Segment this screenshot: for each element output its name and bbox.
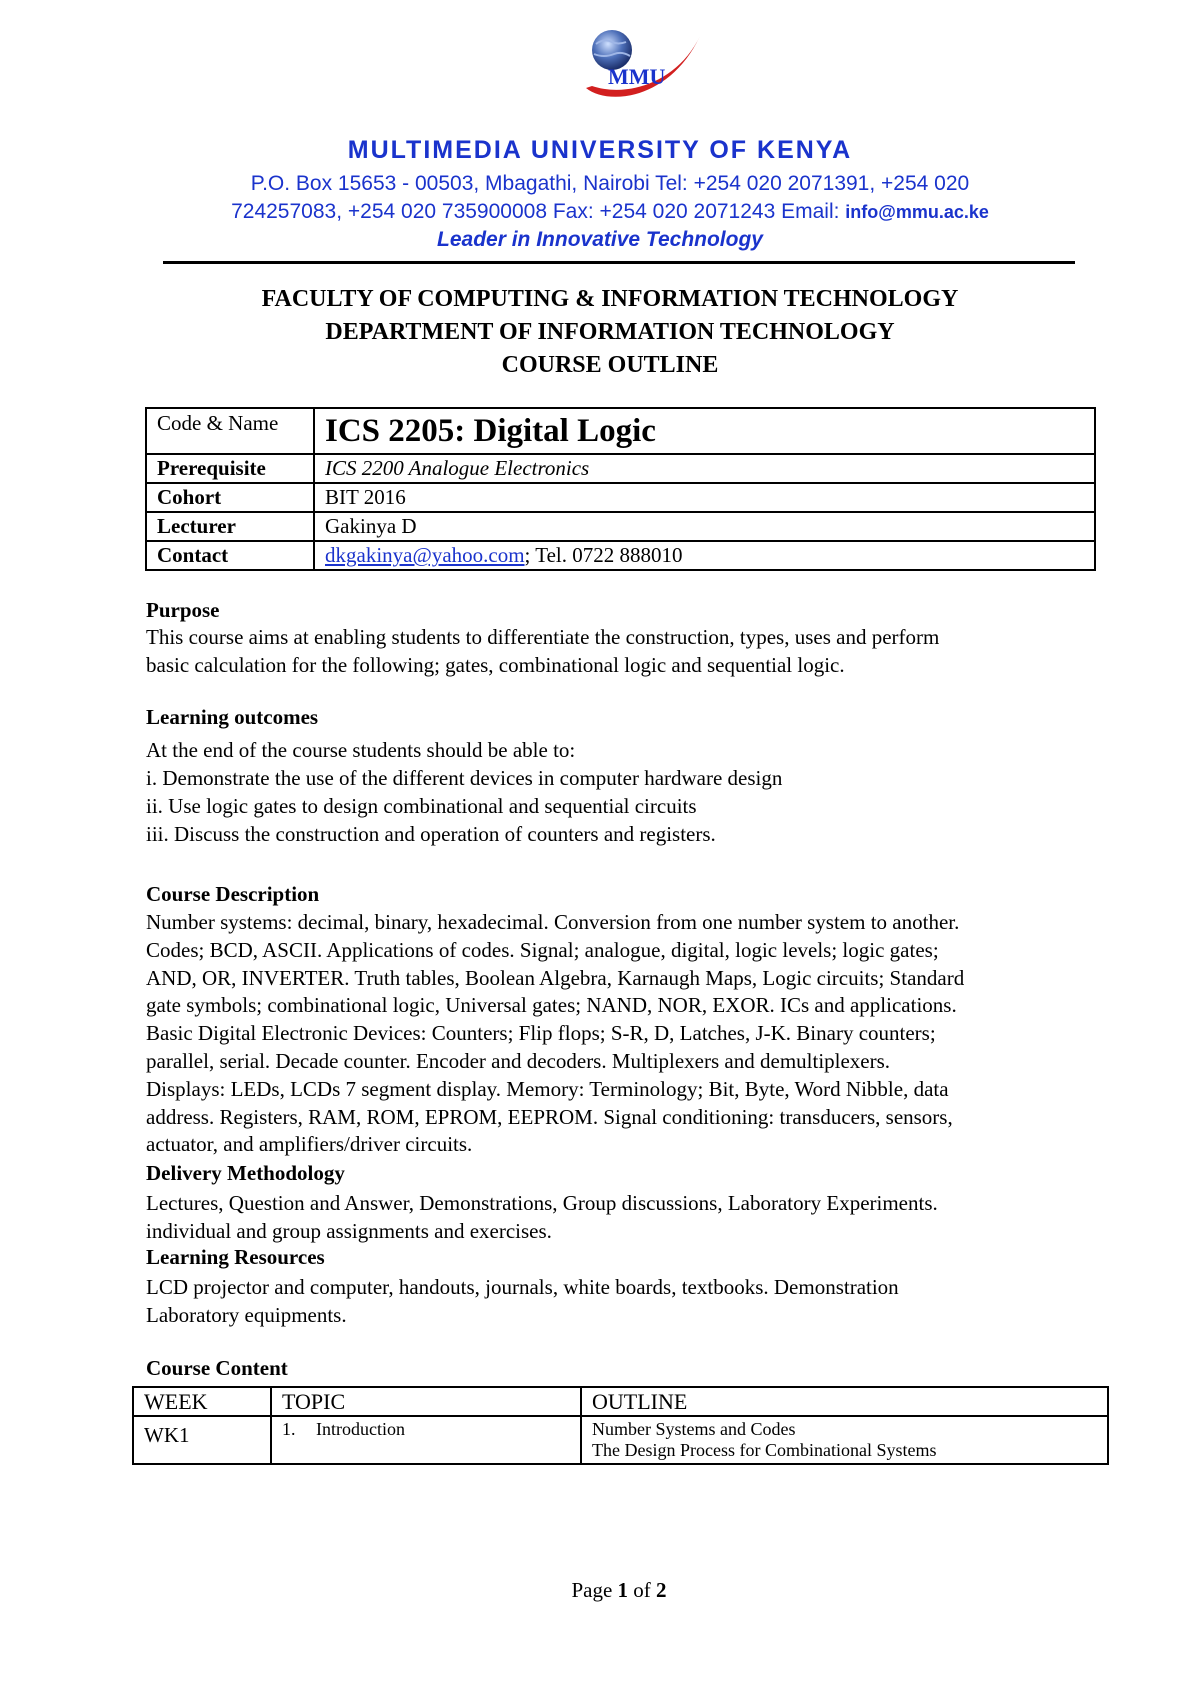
- description-line: gate symbols; combinational logic, Universal gates; NAND, NOR, EXOR. ICs and applications.: [146, 993, 957, 1018]
- page-middle: of: [628, 1578, 657, 1602]
- content-header-row: [133, 1387, 1108, 1416]
- contact-value: [314, 541, 1095, 570]
- purpose-line: basic calculation for the following; gates, combinational logic and sequential logic.: [146, 653, 845, 677]
- address-line-2: [150, 198, 1070, 226]
- course-info-table: [145, 407, 1096, 571]
- address-line-2-text: 724257083, +254 020 735900008 Fax: +254 020 2071243 Email:: [231, 200, 846, 223]
- topic-number: 1.: [282, 1419, 296, 1439]
- delivery-text: [146, 1189, 1106, 1245]
- lecturer-label: Lecturer: [146, 512, 314, 541]
- info-row-code: [146, 408, 1095, 454]
- outcomes-line: i. Demonstrate the use of the different devices in computer hardware design: [146, 766, 783, 790]
- resources-line: LCD projector and computer, handouts, journals, white boards, textbooks. Demonstration: [146, 1275, 899, 1299]
- cohort-label: Cohort: [146, 483, 314, 512]
- tagline: Leader in Innovative Technology: [437, 228, 763, 251]
- purpose-line: This course aims at enabling students to differentiate the construction, types, uses and perform: [146, 625, 940, 649]
- table-row: [133, 1416, 1108, 1464]
- delivery-heading: Delivery Methodology: [146, 1161, 345, 1185]
- col-topic: TOPIC: [271, 1387, 581, 1416]
- info-row-contact: [146, 541, 1095, 570]
- address-line-1: P.O. Box 15653 - 00503, Mbagathi, Nairobi Tel: +254 020 2071391, +254 020: [250, 172, 970, 195]
- week-cell: WK1: [133, 1416, 271, 1464]
- purpose-text: [146, 623, 1106, 679]
- description-line: Number systems: decimal, binary, hexadecimal. Conversion from one number system to another.: [146, 910, 960, 934]
- cohort-value: BIT 2016: [314, 483, 1095, 512]
- outcomes-heading: Learning outcomes: [146, 705, 319, 729]
- outline-cell: [581, 1416, 1108, 1464]
- description-line: actuator, and amplifiers/driver circuits.: [146, 1132, 473, 1157]
- description-line: AND, OR, INVERTER. Truth tables, Boolean Algebra, Karnaugh Maps, Logic circuits; Standard: [146, 965, 965, 990]
- resources-heading: Learning Resources: [146, 1245, 325, 1269]
- page-prefix: Page: [571, 1578, 618, 1602]
- contact-email-link[interactable]: dkgakinya@yahoo.com: [325, 543, 525, 567]
- faculty-title: FACULTY OF COMPUTING & INFORMATION TECHNOLOGY: [261, 286, 959, 312]
- prerequisite-label: Prerequisite: [146, 454, 314, 483]
- lecturer-value: Gakinya D: [314, 512, 1095, 541]
- info-row-cohort: [146, 483, 1095, 512]
- description-line: Displays: LEDs, LCDs 7 segment display. Memory: Terminology; Bit, Byte, Word Nibble, data: [146, 1076, 949, 1101]
- contact-label: Contact: [146, 541, 314, 570]
- col-week: WEEK: [133, 1387, 271, 1416]
- topic-cell: [271, 1416, 581, 1464]
- page-total: 2: [656, 1578, 667, 1602]
- prerequisite-value: ICS 2200 Analogue Electronics: [314, 454, 1095, 483]
- course-code-name: ICS 2205: Digital Logic: [314, 408, 1095, 454]
- resources-text: [146, 1273, 1106, 1329]
- info-row-lecturer: [146, 512, 1095, 541]
- outcomes-line: iii. Discuss the construction and operation of counters and registers.: [146, 822, 716, 846]
- page-current: 1: [617, 1578, 629, 1602]
- contact-tel: ; Tel. 0722 888010: [524, 543, 683, 567]
- outline-item: The Design Process for Combinational Systems: [592, 1440, 937, 1460]
- description-text: [146, 909, 1106, 1159]
- content-heading: Course Content: [146, 1356, 288, 1380]
- page-number: [0, 1578, 1200, 1603]
- outcomes-text: [146, 736, 1106, 848]
- topic-title: Introduction: [316, 1419, 405, 1439]
- university-name: MULTIMEDIA UNIVERSITY OF KENYA: [347, 136, 853, 164]
- description-line: address. Registers, RAM, ROM, EPROM, EEPROM. Signal conditioning: transducers, sensors,: [146, 1104, 953, 1129]
- logo-text: MMU: [608, 64, 666, 89]
- document-title: COURSE OUTLINE: [501, 352, 719, 378]
- delivery-line: Lectures, Question and Answer, Demonstrations, Group discussions, Laboratory Experiments.: [146, 1191, 938, 1215]
- delivery-line: individual and group assignments and exercises.: [146, 1219, 552, 1243]
- description-line: Basic Digital Electronic Devices: Counters; Flip flops; S-R, D, Latches, J-K. Binary counters;: [146, 1021, 936, 1046]
- description-line: parallel, serial. Decade counter. Encoder and decoders. Multiplexers and demultiplexers.: [146, 1048, 891, 1073]
- university-email-link[interactable]: info@mmu.ac.ke: [845, 202, 989, 222]
- course-content-table: [132, 1386, 1109, 1465]
- mmu-logo: [578, 22, 708, 108]
- department-title: DEPARTMENT OF INFORMATION TECHNOLOGY: [325, 319, 895, 345]
- outline-item: Number Systems and Codes: [592, 1419, 796, 1439]
- description-line: Codes; BCD, ASCII. Applications of codes. Signal; analogue, digital, logic levels; logic gates;: [146, 937, 939, 962]
- outcomes-line: At the end of the course students should be able to:: [146, 738, 576, 762]
- outcomes-line: ii. Use logic gates to design combinational and sequential circuits: [146, 794, 697, 818]
- info-row-prerequisite: [146, 454, 1095, 483]
- purpose-heading: Purpose: [146, 598, 220, 622]
- description-heading: Course Description: [146, 882, 320, 906]
- col-outline: OUTLINE: [581, 1387, 1108, 1416]
- code-label: Code & Name: [146, 408, 314, 454]
- resources-line: Laboratory equipments.: [146, 1303, 347, 1327]
- header-divider: [163, 261, 1075, 264]
